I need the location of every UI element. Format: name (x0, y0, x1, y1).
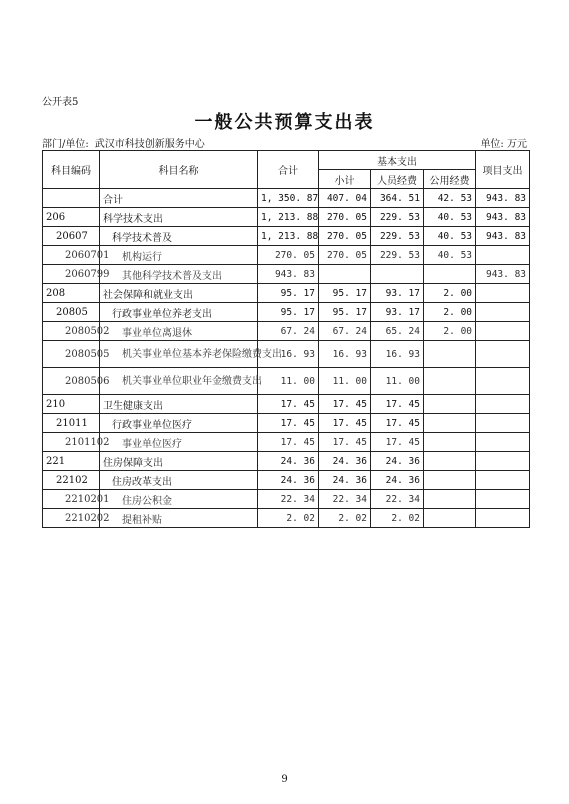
page-number: 9 (281, 774, 288, 785)
cell-subtotal: 95. 17 (319, 303, 371, 322)
table-row (43, 490, 530, 509)
cell-personnel: 24. 36 (371, 471, 424, 490)
cell-code: 2210201 (43, 490, 100, 509)
cell-project (476, 341, 530, 368)
table-row (43, 341, 530, 368)
cell-personnel: 24. 36 (371, 452, 424, 471)
cell-name: 科学技术支出 (100, 208, 258, 227)
cell-project (476, 368, 530, 395)
header-name: 科目名称 (100, 151, 258, 189)
cell-public: 40. 53 (424, 246, 476, 265)
cell-total: 943. 83 (258, 265, 319, 284)
cell-name: 事业单位医疗 (100, 433, 258, 452)
header-personnel: 人员经费 (371, 170, 424, 189)
cell-code (43, 189, 100, 208)
cell-code: 2060701 (43, 246, 100, 265)
cell-total: 17. 45 (258, 414, 319, 433)
cell-subtotal (319, 265, 371, 284)
unit-label: 单位: 万元 (480, 139, 527, 150)
cell-name: 住房公积金 (100, 490, 258, 509)
cell-subtotal: 67. 24 (319, 322, 371, 341)
cell-personnel: 11. 00 (371, 368, 424, 395)
header-code: 科目编码 (43, 151, 100, 189)
department-label: 部门/单位: (42, 139, 89, 150)
cell-code: 20805 (43, 303, 100, 322)
cell-total: 1, 213. 88 (258, 227, 319, 246)
cell-personnel: 17. 45 (371, 395, 424, 414)
cell-personnel: 16. 93 (371, 341, 424, 368)
cell-personnel: 364. 51 (371, 189, 424, 208)
header-public: 公用经费 (424, 170, 476, 189)
table-row (43, 303, 530, 322)
cell-total: 24. 36 (258, 471, 319, 490)
table-row (43, 509, 530, 528)
cell-project (476, 471, 530, 490)
cell-subtotal: 17. 45 (319, 414, 371, 433)
cell-project (476, 322, 530, 341)
cell-public (424, 490, 476, 509)
cell-personnel: 17. 45 (371, 433, 424, 452)
cell-total: 22. 34 (258, 490, 319, 509)
cell-name: 住房保障支出 (100, 452, 258, 471)
cell-total: 11. 00 (258, 368, 319, 395)
budget-table (42, 150, 530, 528)
cell-total: 16. 93 (258, 341, 319, 368)
cell-project (476, 433, 530, 452)
header-total: 合计 (258, 151, 319, 189)
cell-project (476, 395, 530, 414)
cell-public: 40. 53 (424, 208, 476, 227)
cell-subtotal: 2. 02 (319, 509, 371, 528)
cell-public (424, 265, 476, 284)
cell-personnel: 93. 17 (371, 284, 424, 303)
cell-code: 20607 (43, 227, 100, 246)
table-row-total (43, 189, 530, 208)
cell-personnel: 22. 34 (371, 490, 424, 509)
cell-project: 943. 83 (476, 265, 530, 284)
table-row (43, 395, 530, 414)
cell-name: 机关事业单位基本养老保险缴费支出 (100, 341, 258, 368)
cell-total: 17. 45 (258, 433, 319, 452)
table-row (43, 265, 530, 284)
cell-project (476, 414, 530, 433)
department-name: 武汉市科技创新服务中心 (94, 139, 205, 150)
cell-personnel: 229. 53 (371, 208, 424, 227)
cell-subtotal: 22. 34 (319, 490, 371, 509)
cell-total: 1, 350. 87 (258, 189, 319, 208)
cell-subtotal: 16. 93 (319, 341, 371, 368)
cell-total: 270. 05 (258, 246, 319, 265)
cell-name: 住房改革支出 (100, 471, 258, 490)
cell-name: 其他科学技术普及支出 (100, 265, 258, 284)
cell-project (476, 303, 530, 322)
cell-code: 206 (43, 208, 100, 227)
cell-name: 提租补贴 (100, 509, 258, 528)
cell-name: 合计 (100, 189, 258, 208)
cell-code: 22102 (43, 471, 100, 490)
cell-project (476, 452, 530, 471)
cell-personnel: 65. 24 (371, 322, 424, 341)
cell-public (424, 433, 476, 452)
cell-project (476, 246, 530, 265)
cell-code: 2080502 (43, 322, 100, 341)
cell-subtotal: 24. 36 (319, 452, 371, 471)
cell-public: 42. 53 (424, 189, 476, 208)
cell-subtotal: 95. 17 (319, 284, 371, 303)
cell-subtotal: 11. 00 (319, 368, 371, 395)
cell-personnel: 229. 53 (371, 246, 424, 265)
cell-subtotal: 17. 45 (319, 433, 371, 452)
table-row (43, 246, 530, 265)
cell-public (424, 471, 476, 490)
cell-subtotal: 270. 05 (319, 208, 371, 227)
cell-public (424, 414, 476, 433)
cell-subtotal: 407. 04 (319, 189, 371, 208)
table-row (43, 452, 530, 471)
cell-project: 943. 83 (476, 227, 530, 246)
cell-personnel: 17. 45 (371, 414, 424, 433)
cell-name: 行政事业单位医疗 (100, 414, 258, 433)
cell-code: 21011 (43, 414, 100, 433)
header-subtotal: 小计 (319, 170, 371, 189)
header-basic: 基本支出 (319, 151, 476, 170)
cell-name: 卫生健康支出 (100, 395, 258, 414)
cell-code: 2210202 (43, 509, 100, 528)
cell-project (476, 509, 530, 528)
table-row (43, 322, 530, 341)
cell-public (424, 368, 476, 395)
cell-project: 943. 83 (476, 189, 530, 208)
cell-code: 2060799 (43, 265, 100, 284)
document-label: 公开表5 (42, 97, 79, 108)
cell-total: 1, 213. 88 (258, 208, 319, 227)
table-row (43, 284, 530, 303)
cell-total: 95. 17 (258, 284, 319, 303)
cell-name: 科学技术普及 (100, 227, 258, 246)
cell-public: 40. 53 (424, 227, 476, 246)
page-title: 一般公共预算支出表 (194, 112, 375, 133)
cell-total: 67. 24 (258, 322, 319, 341)
cell-subtotal: 270. 05 (319, 246, 371, 265)
cell-public: 2. 00 (424, 303, 476, 322)
cell-total: 2. 02 (258, 509, 319, 528)
cell-project (476, 490, 530, 509)
cell-total: 95. 17 (258, 303, 319, 322)
cell-personnel: 93. 17 (371, 303, 424, 322)
table-row (43, 414, 530, 433)
cell-name: 行政事业单位养老支出 (100, 303, 258, 322)
cell-public (424, 509, 476, 528)
cell-public: 2. 00 (424, 322, 476, 341)
cell-name: 机构运行 (100, 246, 258, 265)
cell-code: 210 (43, 395, 100, 414)
cell-subtotal: 24. 36 (319, 471, 371, 490)
cell-project: 943. 83 (476, 208, 530, 227)
cell-code: 208 (43, 284, 100, 303)
header-row-top (43, 151, 530, 170)
cell-public (424, 452, 476, 471)
table-row (43, 471, 530, 490)
table-row (43, 208, 530, 227)
cell-project (476, 284, 530, 303)
cell-total: 24. 36 (258, 452, 319, 471)
cell-subtotal: 270. 05 (319, 227, 371, 246)
cell-public: 2. 00 (424, 284, 476, 303)
cell-code: 2080505 (43, 341, 100, 368)
cell-public (424, 341, 476, 368)
cell-personnel: 2. 02 (371, 509, 424, 528)
department-line (42, 135, 205, 150)
header-project: 项目支出 (476, 151, 530, 189)
cell-name: 社会保障和就业支出 (100, 284, 258, 303)
cell-name: 事业单位离退休 (100, 322, 258, 341)
cell-public (424, 395, 476, 414)
cell-code: 221 (43, 452, 100, 471)
cell-personnel (371, 265, 424, 284)
cell-name: 机关事业单位职业年金缴费支出 (100, 368, 258, 395)
cell-total: 17. 45 (258, 395, 319, 414)
cell-subtotal: 17. 45 (319, 395, 371, 414)
cell-code: 2101102 (43, 433, 100, 452)
cell-code: 2080506 (43, 368, 100, 395)
table-row (43, 368, 530, 395)
table-row (43, 433, 530, 452)
cell-personnel: 229. 53 (371, 227, 424, 246)
table-row (43, 227, 530, 246)
